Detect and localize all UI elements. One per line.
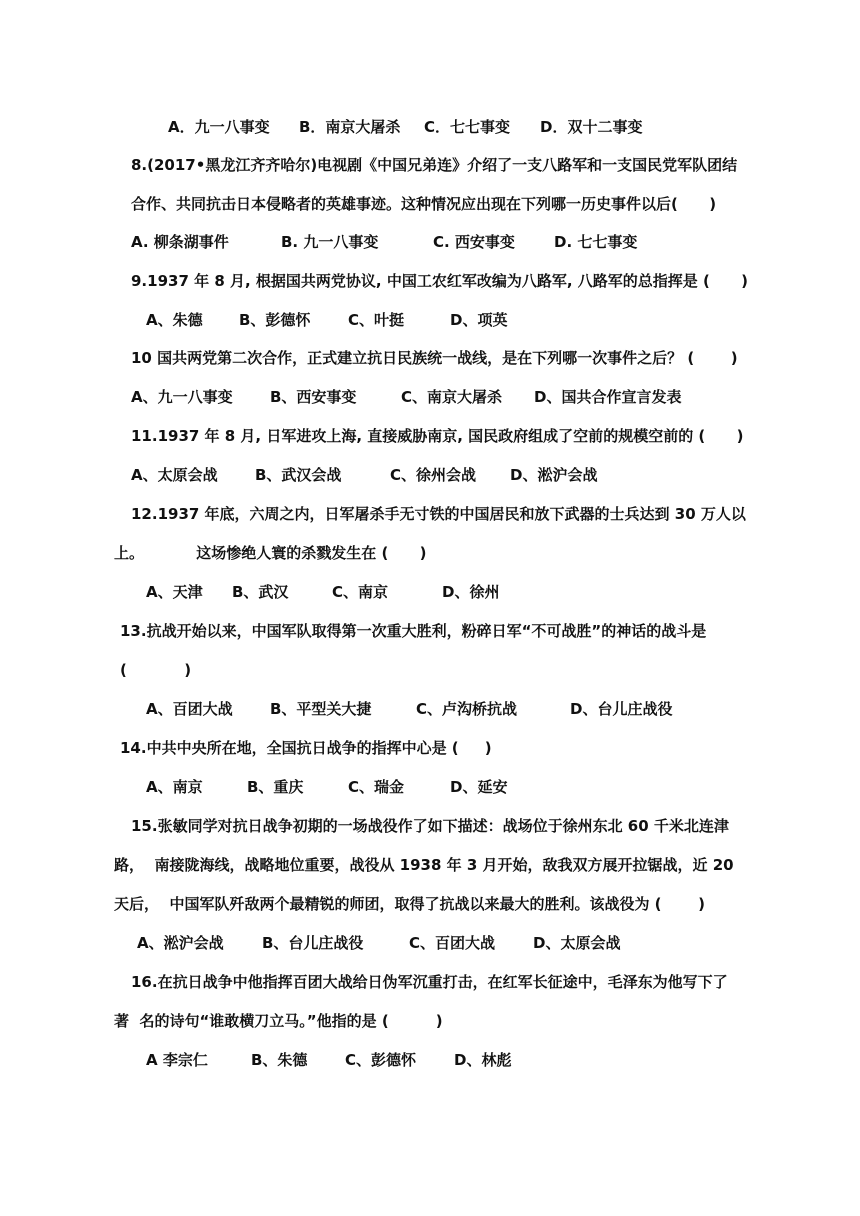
q16-option-c: C、彭德怀 xyxy=(345,1051,417,1069)
q10-option-d: D、国共合作宣言发表 xyxy=(534,388,682,406)
q10-option-b: B、西安事变 xyxy=(270,388,357,406)
q16-option-d: D、林彪 xyxy=(454,1051,512,1069)
q15-option-a: A、淞沪会战 xyxy=(137,934,224,952)
q16-option-b: B、朱德 xyxy=(251,1051,308,1069)
q14-option-a: A、南京 xyxy=(146,778,203,796)
q8-stem-line2: 合作、共同抗击日本侵略者的英雄事迹。这种情况应出现在下列哪一历史事件以后( ) xyxy=(131,195,717,213)
q8-stem-line1: 8.(2017•黑龙江齐齐哈尔)电视剧《中国兄弟连》介绍了一支八路军和一支国民党军队团结 xyxy=(131,156,738,174)
q12-option-a: A、天津 xyxy=(146,583,203,601)
q10-stem-line1: 10 国共两党第二次合作，正式建立抗日民族统一战线，是在下列哪一次事件之后？ ( ) xyxy=(131,349,738,367)
q15-stem-line1: 15.张敏同学对抗日战争初期的一场战役作了如下描述：战场位于徐州东北 60 千米北连津 xyxy=(131,817,729,835)
q8-option-d: D. 七七事变 xyxy=(554,233,638,251)
q16-option-a: A 李宗仁 xyxy=(146,1051,208,1069)
q10-option-a: A、九一八事变 xyxy=(131,388,233,406)
q14-option-b: B、重庆 xyxy=(247,778,304,796)
q8-option-b: B. 九一八事变 xyxy=(281,233,379,251)
q14-option-d: D、延安 xyxy=(450,778,508,796)
q13-option-d: D、台儿庄战役 xyxy=(570,700,673,718)
q16-stem-line1: 16.在抗日战争中他指挥百团大战给日伪军沉重打击，在红军长征途中，毛泽东为他写下了 xyxy=(131,973,728,991)
q11-option-b: B、武汉会战 xyxy=(255,466,342,484)
q8-option-c: C. 西安事变 xyxy=(433,233,515,251)
q15-option-b: B、台儿庄战役 xyxy=(262,934,364,952)
q14-option-c: C、瑞金 xyxy=(348,778,405,796)
q9-option-a: A、朱德 xyxy=(146,311,203,329)
q15-option-d: D、太原会战 xyxy=(533,934,621,952)
q15-stem-line3: 天后， 中国军队歼敌两个最精锐的师团，取得了抗战以来最大的胜利。该战役为 ( ) xyxy=(114,895,705,913)
q8-option-a: A. 柳条湖事件 xyxy=(131,233,229,251)
q7-option-c: C．七七事变 xyxy=(424,118,511,136)
q9-option-c: C、叶挺 xyxy=(348,311,405,329)
q10-option-c: C、南京大屠杀 xyxy=(401,388,503,406)
q14-stem-line1: 14.中共中央所在地，全国抗日战争的指挥中心是 ( ) xyxy=(120,739,492,757)
q7-option-b: B．南京大屠杀 xyxy=(299,118,401,136)
q7-option-d: D．双十二事变 xyxy=(540,118,643,136)
q15-option-c: C、百团大战 xyxy=(409,934,496,952)
q9-stem-line1: 9.1937 年 8 月, 根据国共两党协议, 中国工农红军改编为八路军, 八路军的总指挥是 ( ) xyxy=(131,272,749,290)
q7-option-a: A．九一八事变 xyxy=(168,118,270,136)
q13-stem-line1: 13.抗战开始以来，中国军队取得第一次重大胜利，粉碎日军“不可战胜”的神话的战斗是 xyxy=(120,622,707,640)
q12-stem-line1: 12.1937 年底，六周之内，日军屠杀手无寸铁的中国居民和放下武器的士兵达到 30 万人以 xyxy=(131,505,746,523)
q11-option-c: C、徐州会战 xyxy=(390,466,477,484)
q9-option-b: B、彭德怀 xyxy=(239,311,311,329)
q12-stem-line2: 上。 这场惨绝人寰的杀戮发生在 ( ) xyxy=(114,544,427,562)
q13-option-a: A、百团大战 xyxy=(146,700,233,718)
q9-option-d: D、项英 xyxy=(450,311,508,329)
q13-stem-line2: ( ) xyxy=(120,661,192,679)
q15-stem-line2: 路， 南接陇海线，战略地位重要，战役从 1938 年 3 月开始，敌我双方展开拉锯战，近 20 xyxy=(114,856,734,874)
q11-stem-line1: 11.1937 年 8 月, 日军进攻上海, 直接威胁南京, 国民政府组成了空前的规模空前的 ( ) xyxy=(131,427,744,445)
q13-option-c: C、卢沟桥抗战 xyxy=(416,700,518,718)
q12-option-d: D、徐州 xyxy=(442,583,500,601)
q11-option-d: D、淞沪会战 xyxy=(510,466,598,484)
q12-option-b: B、武汉 xyxy=(232,583,289,601)
q11-option-a: A、太原会战 xyxy=(131,466,218,484)
q16-stem-line2: 著 名的诗句“谁敢横刀立马。”他指的是 ( ) xyxy=(114,1012,443,1030)
q13-option-b: B、平型关大捷 xyxy=(270,700,372,718)
q12-option-c: C、南京 xyxy=(332,583,389,601)
